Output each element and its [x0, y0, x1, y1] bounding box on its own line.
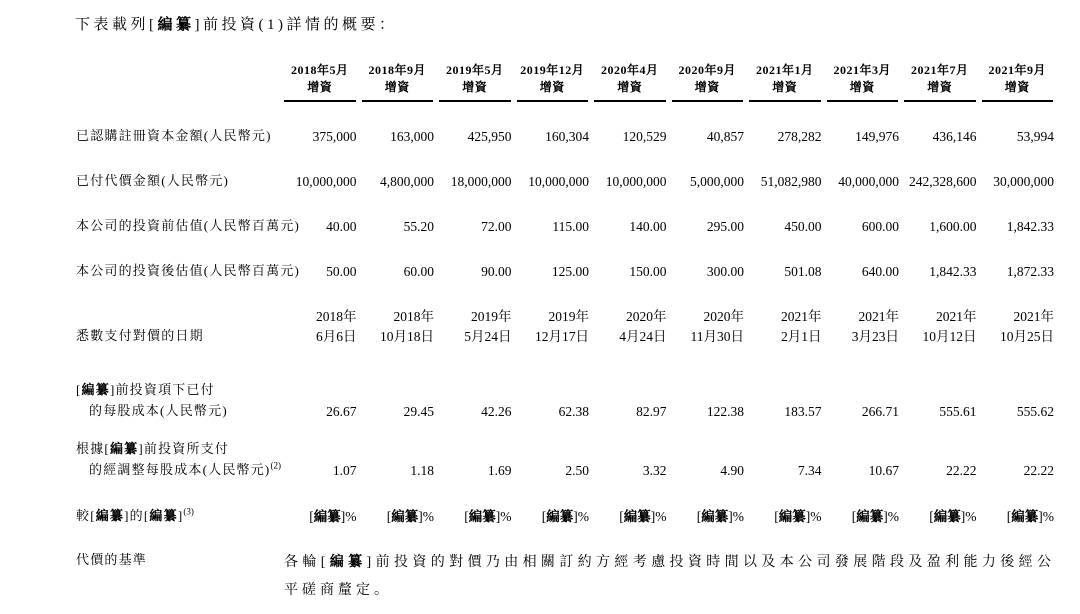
cell-post-money-valuation: 60.00 — [403, 264, 434, 279]
label-column-header — [75, 50, 281, 102]
cell-date-of-full-payment: 2018年 6月6日 — [316, 309, 357, 344]
cell-pre-money-valuation: 72.00 — [481, 219, 512, 234]
cell-cost-per-share-paid: 122.38 — [706, 404, 744, 419]
cell-post-money-valuation: 1,872.33 — [1006, 264, 1054, 279]
column-header-2021年1月增資: 2021年1月 增資 — [746, 50, 824, 102]
cell-discount-to-redacted: [編纂]% — [309, 509, 357, 524]
column-header-2018年9月增資: 2018年9月 增資 — [359, 50, 437, 102]
cell-consideration-paid: 5,000,000 — [690, 174, 744, 189]
cell-adjusted-cost-per-share: 22.22 — [946, 463, 977, 478]
table-row-post-money-valuation — [75, 237, 1056, 282]
column-header-2021年3月增資: 2021年3月 增資 — [824, 50, 902, 102]
cell-adjusted-cost-per-share: 2.50 — [565, 463, 589, 478]
cell-post-money-valuation: 640.00 — [861, 264, 899, 279]
cell-pre-money-valuation: 140.00 — [629, 219, 667, 234]
cell-subscribed-registered-capital: 425,950 — [467, 129, 512, 144]
cell-consideration-paid: 10,000,000 — [295, 174, 357, 189]
row-label-adjusted-cost-per-share: 根據[編纂]前投資所支付 的經調整每股成本(人民幣元)$^{(2)}$ — [76, 441, 281, 477]
cell-adjusted-cost-per-share: 22.22 — [1023, 463, 1054, 478]
cell-consideration-paid: 10,000,000 — [528, 174, 589, 189]
cell-pre-money-valuation: 40.00 — [326, 219, 357, 234]
column-header-2019年12月增資: 2019年12月 增資 — [514, 50, 592, 102]
cell-discount-to-redacted: [編纂]% — [696, 509, 744, 524]
cell-post-money-valuation: 90.00 — [481, 264, 512, 279]
row-label-cost-per-share-paid: [編纂]前投資項下已付 的每股成本(人民幣元) — [76, 382, 228, 418]
table-row-date-of-full-payment — [75, 282, 1056, 347]
column-header-2021年9月增資: 2021年9月 增資 — [979, 50, 1057, 102]
cell-adjusted-cost-per-share: 7.34 — [797, 463, 822, 478]
row-label-consideration-paid: 已付代價金額(人民幣元) — [76, 173, 230, 188]
cell-subscribed-registered-capital: 40,857 — [706, 129, 744, 144]
cell-date-of-full-payment: 2021年 10月12日 — [922, 309, 977, 344]
cell-basis-of-consideration: 各輪[編纂]前投資的對價乃由相關訂約方經考慮投資時間以及本公司發展階段及盈利能力後經公平磋商釐定。 — [284, 555, 1055, 598]
row-label-date-of-full-payment: 悉數支付對價的日期 — [76, 328, 204, 343]
cell-post-money-valuation: 125.00 — [551, 264, 589, 279]
cell-discount-to-redacted: [編纂]% — [541, 509, 589, 524]
cell-subscribed-registered-capital: 53,994 — [1016, 129, 1054, 144]
cell-cost-per-share-paid: 42.26 — [481, 404, 512, 419]
row-label-pre-money-valuation: 本公司的投資前估值(人民幣百萬元) — [76, 218, 301, 233]
cell-subscribed-registered-capital: 375,000 — [312, 129, 357, 144]
cell-consideration-paid: 4,800,000 — [380, 174, 434, 189]
column-header-2019年5月增資: 2019年5月 增資 — [436, 50, 514, 102]
table-row-discount-to-redacted — [75, 481, 1056, 527]
cell-pre-money-valuation: 450.00 — [784, 219, 822, 234]
cell-pre-money-valuation: 55.20 — [403, 219, 434, 234]
table-row-consideration-paid — [75, 147, 1056, 192]
table-header-row — [75, 50, 1056, 102]
cell-date-of-full-payment: 2020年 11月30日 — [690, 309, 744, 344]
column-header-2018年5月增資: 2018年5月 增資 — [281, 50, 359, 102]
cell-adjusted-cost-per-share: 1.69 — [487, 463, 512, 478]
cell-subscribed-registered-capital: 160,304 — [545, 129, 589, 144]
cell-post-money-valuation: 300.00 — [706, 264, 744, 279]
page-title: 下表載列[編纂]前投資(1)詳情的概要： — [75, 17, 398, 33]
cell-post-money-valuation: 150.00 — [629, 264, 667, 279]
cell-cost-per-share-paid: 266.71 — [861, 404, 899, 419]
cell-discount-to-redacted: [編纂]% — [929, 509, 977, 524]
cell-date-of-full-payment: 2021年 10月25日 — [1000, 309, 1054, 344]
cell-subscribed-registered-capital: 436,146 — [932, 129, 977, 144]
cell-cost-per-share-paid: 29.45 — [403, 404, 434, 419]
cell-discount-to-redacted: [編纂]% — [464, 509, 512, 524]
column-header-2020年9月增資: 2020年9月 增資 — [669, 50, 747, 102]
cell-date-of-full-payment: 2021年 2月1日 — [781, 309, 822, 344]
cell-post-money-valuation: 50.00 — [326, 264, 357, 279]
cell-date-of-full-payment: 2018年 10月18日 — [380, 309, 434, 344]
cell-consideration-paid: 30,000,000 — [993, 174, 1054, 189]
pre-investment-table — [75, 50, 1056, 606]
cell-consideration-paid: 242,328,600 — [909, 174, 977, 189]
cell-post-money-valuation: 1,842.33 — [929, 264, 977, 279]
cell-adjusted-cost-per-share: 1.18 — [410, 463, 434, 478]
cell-consideration-paid: 18,000,000 — [450, 174, 512, 189]
cell-discount-to-redacted: [編纂]% — [1006, 509, 1054, 524]
cell-pre-money-valuation: 295.00 — [706, 219, 744, 234]
table-row-basis-of-consideration — [75, 527, 1056, 606]
cell-adjusted-cost-per-share: 3.32 — [642, 463, 667, 478]
cell-discount-to-redacted: [編纂]% — [619, 509, 667, 524]
table-row-subscribed-registered-capital — [75, 102, 1056, 147]
cell-consideration-paid: 51,082,980 — [760, 174, 822, 189]
cell-date-of-full-payment: 2021年 3月23日 — [851, 309, 899, 344]
cell-cost-per-share-paid: 62.38 — [558, 404, 589, 419]
cell-cost-per-share-paid: 26.67 — [326, 404, 357, 419]
cell-discount-to-redacted: [編纂]% — [774, 509, 822, 524]
cell-adjusted-cost-per-share: 4.90 — [720, 463, 744, 478]
cell-discount-to-redacted: [編纂]% — [851, 509, 899, 524]
cell-subscribed-registered-capital: 278,282 — [777, 129, 822, 144]
row-label-subscribed-registered-capital: 已認購註冊資本金額(人民幣元) — [76, 128, 272, 143]
row-label-basis-of-consideration: 代價的基準 — [76, 552, 148, 567]
row-label-discount-to-redacted: 較[編纂]的[編纂]$^{(3)}$ — [76, 506, 194, 523]
column-header-2021年7月增資: 2021年7月 增資 — [901, 50, 979, 102]
cell-consideration-paid: 40,000,000 — [838, 174, 899, 189]
cell-cost-per-share-paid: 183.57 — [784, 404, 822, 419]
cell-pre-money-valuation: 600.00 — [861, 219, 899, 234]
cell-cost-per-share-paid: 555.62 — [1016, 404, 1054, 419]
table-row-adjusted-cost-per-share — [75, 422, 1056, 481]
cell-cost-per-share-paid: 82.97 — [636, 404, 667, 419]
cell-pre-money-valuation: 1,600.00 — [929, 219, 977, 234]
cell-subscribed-registered-capital: 149,976 — [855, 129, 899, 144]
cell-date-of-full-payment: 2020年 4月24日 — [619, 309, 667, 344]
cell-consideration-paid: 10,000,000 — [605, 174, 667, 189]
cell-discount-to-redacted: [編纂]% — [386, 509, 434, 524]
cell-adjusted-cost-per-share: 10.67 — [868, 463, 899, 478]
column-header-2020年4月增資: 2020年4月 增資 — [591, 50, 669, 102]
cell-post-money-valuation: 501.08 — [784, 264, 822, 279]
cell-subscribed-registered-capital: 163,000 — [390, 129, 434, 144]
cell-subscribed-registered-capital: 120,529 — [622, 129, 667, 144]
cell-adjusted-cost-per-share: 1.07 — [332, 463, 357, 478]
cell-pre-money-valuation: 115.00 — [552, 219, 589, 234]
cell-pre-money-valuation: 1,842.33 — [1006, 219, 1054, 234]
table-row-pre-money-valuation — [75, 192, 1056, 237]
cell-date-of-full-payment: 2019年 5月24日 — [464, 309, 512, 344]
cell-cost-per-share-paid: 555.61 — [939, 404, 977, 419]
row-label-post-money-valuation: 本公司的投資後估值(人民幣百萬元) — [76, 263, 301, 278]
cell-date-of-full-payment: 2019年 12月17日 — [535, 309, 589, 344]
table-row-cost-per-share-paid — [75, 347, 1056, 422]
